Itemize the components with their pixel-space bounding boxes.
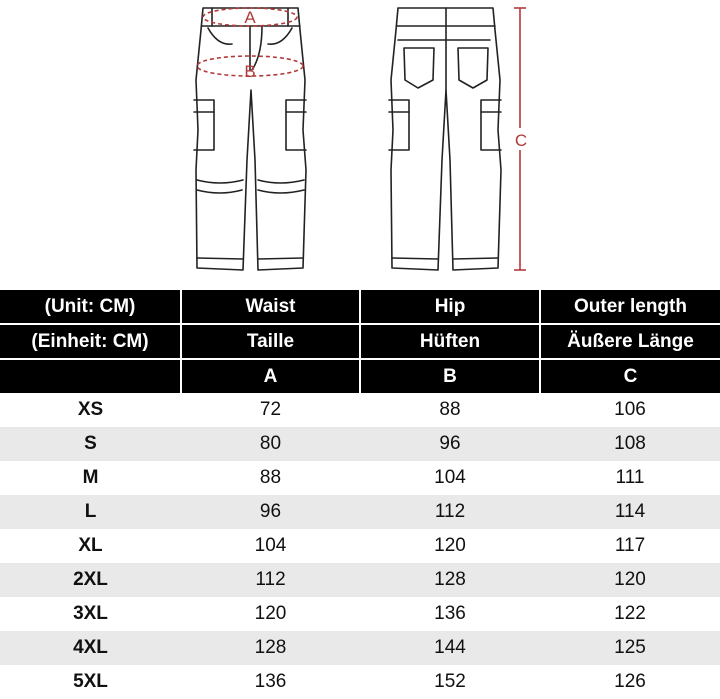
header-unit-de: (Einheit: CM): [0, 324, 181, 359]
hip-cell: 96: [360, 427, 540, 461]
header-waist-en: Waist: [181, 290, 360, 324]
hip-cell: 120: [360, 529, 540, 563]
table-row: [0, 631, 720, 665]
hip-cell: 128: [360, 563, 540, 597]
size-cell: M: [0, 461, 181, 495]
length-cell: 117: [540, 529, 720, 563]
waist-cell: 112: [181, 563, 360, 597]
length-cell: 125: [540, 631, 720, 665]
size-cell: 3XL: [0, 597, 181, 631]
size-cell: L: [0, 495, 181, 529]
size-cell: 4XL: [0, 631, 181, 665]
header-letter-b: B: [360, 359, 540, 393]
length-cell: 126: [540, 665, 720, 699]
table-row: [0, 393, 720, 427]
table-row: [0, 597, 720, 631]
header-row-de: [0, 324, 720, 359]
header-row-letters: [0, 359, 720, 393]
length-cell: 114: [540, 495, 720, 529]
length-cell: 108: [540, 427, 720, 461]
hip-cell: 144: [360, 631, 540, 665]
header-unit-en: (Unit: CM): [0, 290, 181, 324]
table-row: [0, 529, 720, 563]
header-hip-de: Hüften: [360, 324, 540, 359]
header-waist-de: Taille: [181, 324, 360, 359]
waist-cell: 104: [181, 529, 360, 563]
size-cell: XS: [0, 393, 181, 427]
size-cell: S: [0, 427, 181, 461]
size-cell: 2XL: [0, 563, 181, 597]
size-cell: XL: [0, 529, 181, 563]
waist-cell: 80: [181, 427, 360, 461]
header-blank: [0, 359, 181, 393]
waist-cell: 136: [181, 665, 360, 699]
length-cell: 106: [540, 393, 720, 427]
header-length-en: Outer length: [540, 290, 720, 324]
header-row-en: [0, 290, 720, 324]
table-row: [0, 495, 720, 529]
header-length-de: Äußere Länge: [540, 324, 720, 359]
size-cell: 5XL: [0, 665, 181, 699]
table-row: [0, 427, 720, 461]
hip-cell: 104: [360, 461, 540, 495]
hip-cell: 152: [360, 665, 540, 699]
table-row: [0, 461, 720, 495]
table-row: [0, 665, 720, 699]
waist-cell: 96: [181, 495, 360, 529]
pants-back-view: [389, 8, 501, 270]
header-hip-en: Hip: [360, 290, 540, 324]
header-letter-c: C: [540, 359, 720, 393]
waist-cell: 120: [181, 597, 360, 631]
waist-cell: 128: [181, 631, 360, 665]
hip-cell: 136: [360, 597, 540, 631]
length-cell: 111: [540, 461, 720, 495]
waist-cell: 72: [181, 393, 360, 427]
table-row: [0, 563, 720, 597]
waist-cell: 88: [181, 461, 360, 495]
length-cell: 122: [540, 597, 720, 631]
label-b: B: [244, 62, 256, 81]
header-letter-a: A: [181, 359, 360, 393]
hip-cell: 88: [360, 393, 540, 427]
length-cell: 120: [540, 563, 720, 597]
label-a: A: [244, 8, 256, 27]
hip-cell: 112: [360, 495, 540, 529]
size-chart-table: [0, 290, 720, 699]
pants-front-view: [194, 8, 306, 270]
label-c: C: [514, 131, 528, 150]
pants-diagram: [0, 0, 720, 290]
